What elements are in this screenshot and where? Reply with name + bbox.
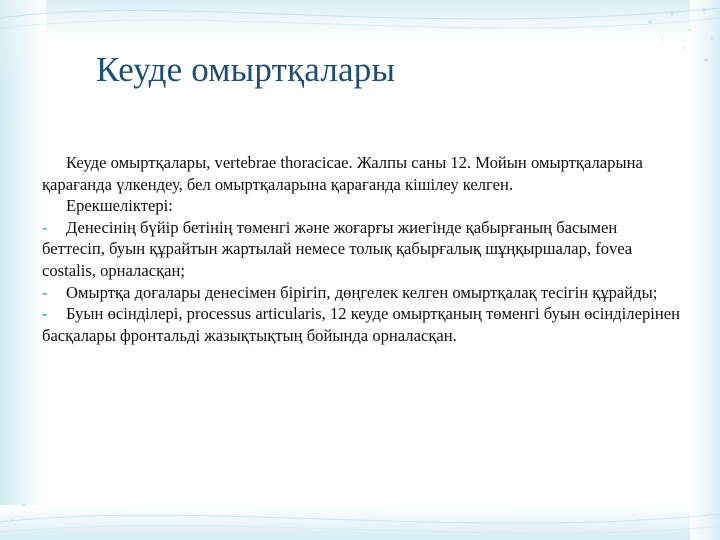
intro-paragraph: Кеуде омыртқалары, vertebrae thoracicae. Жалпы саны 12. Мойын омыртқаларына қарағанда үлкендеу, бел омыртқаларына қарағанда кішілеу келген. xyxy=(42,153,643,194)
bullet-dash-icon: - xyxy=(42,282,48,302)
bullet-dash-icon: - xyxy=(42,217,48,237)
bullet-text: Омыртқа доғалары денесімен бірігіп, дөңгелек келген омыртқалақ тесігін құрайды; xyxy=(66,282,658,302)
bullet-text: Денесінің бүйір бетінің төменгі және жоғарғы жиегінде қабырғаның басымен беттесіп, буын құрайтын жартылай немесе толық қабырғалық шұңқыршалар, fovea costalis, орналасқан; xyxy=(42,217,633,280)
bullet-dash-icon: - xyxy=(42,304,48,324)
bullet-item xyxy=(42,217,682,282)
bullet-text: Буын өсінділері, processus articularis, 12 кеуде омыртқаның төменгі буын өсінділерінен басқалары фронтальді жазықтықтың бойында орналасқан. xyxy=(42,304,680,345)
bullet-item xyxy=(42,282,682,304)
bullet-item xyxy=(42,303,682,346)
features-heading: Ерекшеліктері: xyxy=(66,196,173,216)
slide-title: Кеуде омыртқалары xyxy=(96,50,396,89)
slide-body xyxy=(42,152,682,346)
